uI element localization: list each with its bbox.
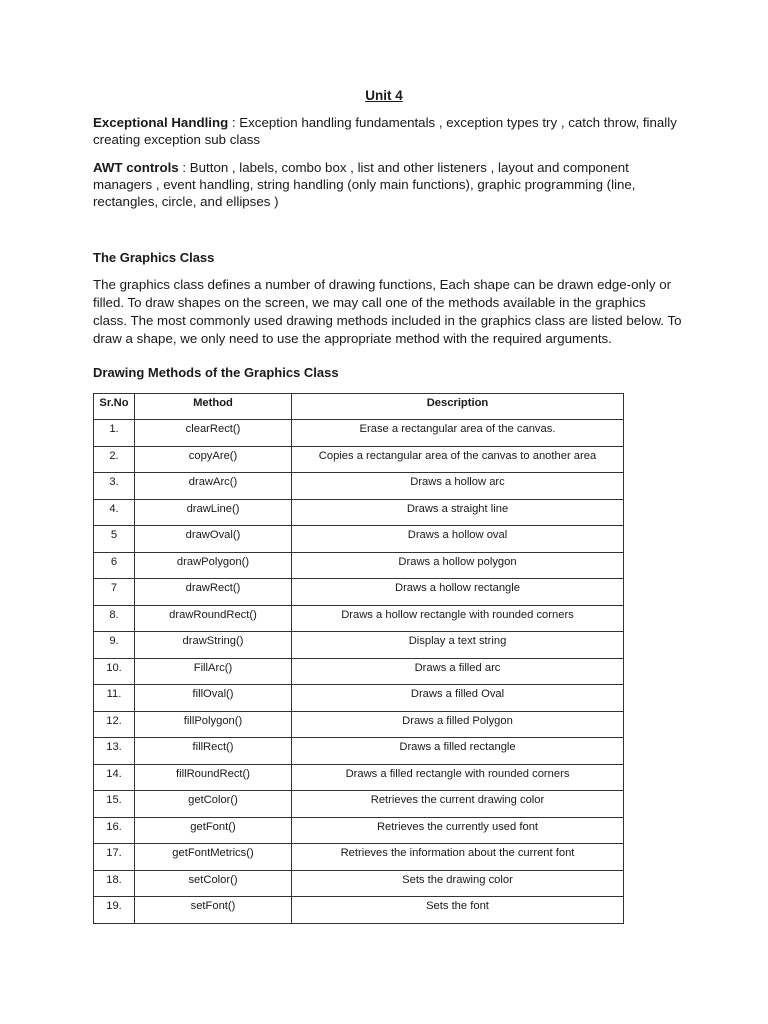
cell-sr-no: 14. [94,764,135,791]
awt-controls-label: AWT controls [93,160,179,175]
cell-description: Draws a filled arc [292,658,624,685]
table-row [94,738,624,765]
cell-method: copyAre() [135,446,292,473]
table-row [94,552,624,579]
drawing-methods-table [93,393,624,924]
cell-sr-no: 9. [94,632,135,659]
cell-description: Draws a hollow rectangle [292,579,624,606]
cell-method: getFontMetrics() [135,844,292,871]
table-row [94,473,624,500]
cell-description: Draws a hollow rectangle with rounded corners [292,605,624,632]
cell-method: setFont() [135,897,292,924]
cell-method: drawString() [135,632,292,659]
cell-sr-no: 3. [94,473,135,500]
cell-description: Copies a rectangular area of the canvas to another area [292,446,624,473]
cell-description: Draws a hollow oval [292,526,624,553]
cell-sr-no: 1. [94,420,135,447]
header-method: Method [135,394,292,420]
cell-description: Sets the font [292,897,624,924]
cell-description: Retrieves the current drawing color [292,791,624,818]
table-row [94,685,624,712]
cell-sr-no: 18. [94,870,135,897]
exceptional-handling-label: Exceptional Handling [93,115,229,130]
table-row [94,844,624,871]
cell-method: fillPolygon() [135,711,292,738]
table-row [94,579,624,606]
unit-title: Unit 4 [365,88,403,103]
cell-description: Retrieves the information about the current font [292,844,624,871]
cell-description: Draws a filled Oval [292,685,624,712]
cell-sr-no: 13. [94,738,135,765]
cell-description: Draws a hollow polygon [292,552,624,579]
table-row [94,605,624,632]
cell-method: getFont() [135,817,292,844]
cell-method: drawRoundRect() [135,605,292,632]
table-row [94,711,624,738]
cell-description: Retrieves the currently used font [292,817,624,844]
drawing-methods-heading: Drawing Methods of the Graphics Class [93,365,339,380]
cell-method: drawPolygon() [135,552,292,579]
table-header-row [94,394,624,420]
cell-sr-no: 2. [94,446,135,473]
table-row [94,446,624,473]
cell-sr-no: 10. [94,658,135,685]
table-row [94,632,624,659]
cell-sr-no: 6 [94,552,135,579]
exceptional-handling-paragraph [93,114,683,148]
cell-description: Draws a straight line [292,499,624,526]
table-row [94,526,624,553]
table-row [94,791,624,818]
cell-method: drawOval() [135,526,292,553]
cell-method: FillArc() [135,658,292,685]
cell-description: Display a text string [292,632,624,659]
awt-controls-paragraph [93,159,683,210]
graphics-class-paragraph: The graphics class defines a number of drawing functions, Each shape can be drawn edge-only or filled. To draw shapes on the screen, we may call one of the methods available in the graphics class. The most commonly used drawing methods included in the graphics class are listed below. To draw a shape, we only need to use the appropriate method with the required arguments. [93,277,682,346]
cell-description: Draws a filled Polygon [292,711,624,738]
table-row [94,658,624,685]
table-row [94,817,624,844]
table-row [94,764,624,791]
cell-description: Draws a hollow arc [292,473,624,500]
cell-description: Draws a filled rectangle [292,738,624,765]
cell-sr-no: 12. [94,711,135,738]
cell-method: drawRect() [135,579,292,606]
cell-sr-no: 4. [94,499,135,526]
cell-method: setColor() [135,870,292,897]
cell-method: fillOval() [135,685,292,712]
cell-description: Sets the drawing color [292,870,624,897]
cell-sr-no: 7 [94,579,135,606]
cell-sr-no: 17. [94,844,135,871]
cell-sr-no: 19. [94,897,135,924]
cell-sr-no: 5 [94,526,135,553]
cell-method: drawArc() [135,473,292,500]
table-row [94,499,624,526]
table-row [94,897,624,924]
header-description: Description [292,394,624,420]
table-row [94,420,624,447]
cell-method: fillRoundRect() [135,764,292,791]
table-row [94,870,624,897]
cell-method: fillRect() [135,738,292,765]
cell-method: getColor() [135,791,292,818]
graphics-class-heading: The Graphics Class [93,250,215,265]
cell-description: Erase a rectangular area of the canvas. [292,420,624,447]
awt-controls-text: : Button , labels, combo box , list and other listeners , layout and component managers , event handling, string handling (only main functions), graphic programming (line, rectangles, circle, and ellipses ) [93,160,636,209]
cell-sr-no: 16. [94,817,135,844]
cell-method: clearRect() [135,420,292,447]
cell-sr-no: 8. [94,605,135,632]
header-sr-no: Sr.No [94,394,135,420]
cell-sr-no: 11. [94,685,135,712]
cell-method: drawLine() [135,499,292,526]
exceptional-handling-text: : Exception handling fundamentals , exception types try , catch throw, finally creating exception sub class [93,115,677,147]
cell-sr-no: 15. [94,791,135,818]
cell-description: Draws a filled rectangle with rounded corners [292,764,624,791]
